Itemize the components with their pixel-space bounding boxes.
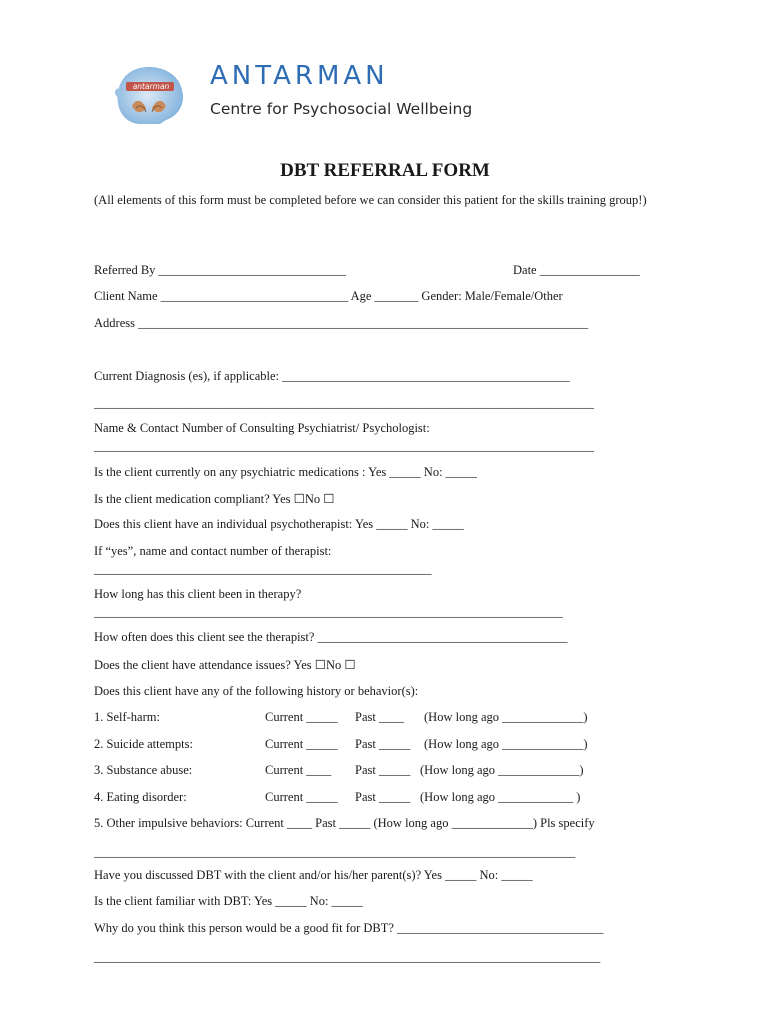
client-name-age-gender-field[interactable]: Client Name ______________________________ Age _______ Gender: Male/Female/Other bbox=[94, 289, 563, 303]
behavior-past-field[interactable]: Past _____ bbox=[355, 763, 411, 777]
medications-question[interactable]: Is the client currently on any psychiatric medications : Yes _____ No: _____ bbox=[94, 465, 477, 479]
brand-name: ANTARMAN bbox=[210, 61, 389, 91]
impulsive-specify-line[interactable]: _____________________________________________________________________________ bbox=[94, 845, 576, 859]
form-title: DBT REFERRAL FORM bbox=[280, 160, 490, 181]
behavior-current-field[interactable]: Current ____ bbox=[265, 763, 332, 777]
behavior-label: 1. Self-harm: bbox=[94, 710, 160, 724]
behavior-label: 4. Eating disorder: bbox=[94, 790, 187, 804]
behavior-how-long-field[interactable]: (How long ago _____________) bbox=[424, 710, 588, 724]
therapist-contact-field[interactable]: ______________________________________________________ bbox=[94, 562, 432, 576]
address-field[interactable]: Address ________________________________________________________________________ bbox=[94, 316, 589, 330]
current-diagnosis-field[interactable]: Current Diagnosis (es), if applicable: ______________________________________________ bbox=[94, 369, 570, 383]
date-field[interactable]: Date ________________ bbox=[513, 263, 640, 277]
dbt-discussed-question[interactable]: Have you discussed DBT with the client and/or his/her parent(s)? Yes _____ No: _____ bbox=[94, 868, 533, 882]
behavior-label: 3. Substance abuse: bbox=[94, 763, 193, 777]
behavior-past-field[interactable]: Past _____ bbox=[355, 737, 411, 751]
behavior-current-field[interactable]: Current _____ bbox=[265, 737, 338, 751]
behavior-how-long-field[interactable]: (How long ago _____________) bbox=[420, 763, 584, 777]
antarman-logo bbox=[112, 64, 186, 126]
psychiatrist-field[interactable]: ________________________________________________________________________________ bbox=[94, 439, 594, 453]
behavior-past-field[interactable]: Past _____ bbox=[355, 790, 411, 804]
therapist-contact-label: If “yes”, name and contact number of therapist: bbox=[94, 544, 332, 558]
head-hands-logo-icon bbox=[112, 64, 186, 126]
diagnosis-continuation-line[interactable]: ________________________________________________________________________________ bbox=[94, 396, 594, 410]
behavior-past-field[interactable]: Past ____ bbox=[355, 710, 404, 724]
form-instructions: (All elements of this form must be completed before we can consider this patient for the skills training group!) bbox=[94, 193, 647, 207]
good-fit-answer-line[interactable]: _________________________________________________________________________________ bbox=[94, 950, 601, 964]
psychotherapist-question[interactable]: Does this client have an individual psychotherapist: Yes _____ No: _____ bbox=[94, 517, 464, 531]
behavior-label: 2. Suicide attempts: bbox=[94, 737, 193, 751]
medication-compliance-question[interactable]: Is the client medication compliant? Yes ☐No ☐ bbox=[94, 492, 335, 506]
behavior-current-field[interactable]: Current _____ bbox=[265, 790, 338, 804]
referred-by-field[interactable]: Referred By ______________________________ bbox=[94, 263, 347, 277]
therapy-duration-label: How long has this client been in therapy? bbox=[94, 587, 302, 601]
other-impulsive-behaviors-field[interactable]: 5. Other impulsive behaviors: Current ____ Past _____ (How long ago _____________) Pls specify bbox=[94, 816, 595, 830]
attendance-question[interactable]: Does the client have attendance issues? Yes ☐No ☐ bbox=[94, 658, 356, 672]
logo-text: antarman bbox=[132, 82, 170, 91]
therapy-duration-field[interactable]: ___________________________________________________________________________ bbox=[94, 605, 563, 619]
behavior-how-long-field[interactable]: (How long ago _____________) bbox=[424, 737, 588, 751]
history-question: Does this client have any of the following history or behavior(s): bbox=[94, 684, 419, 698]
good-fit-question[interactable]: Why do you think this person would be a good fit for DBT? _________________________________ bbox=[94, 921, 604, 935]
psychiatrist-label: Name & Contact Number of Consulting Psychiatrist/ Psychologist: bbox=[94, 421, 430, 435]
therapy-frequency-field[interactable]: How often does this client see the therapist? ________________________________________ bbox=[94, 630, 568, 644]
behavior-current-field[interactable]: Current _____ bbox=[265, 710, 338, 724]
brand-subtitle: Centre for Psychosocial Wellbeing bbox=[210, 100, 473, 118]
behavior-how-long-field[interactable]: (How long ago ____________ ) bbox=[420, 790, 581, 804]
dbt-familiar-question[interactable]: Is the client familiar with DBT: Yes _____ No: _____ bbox=[94, 894, 363, 908]
